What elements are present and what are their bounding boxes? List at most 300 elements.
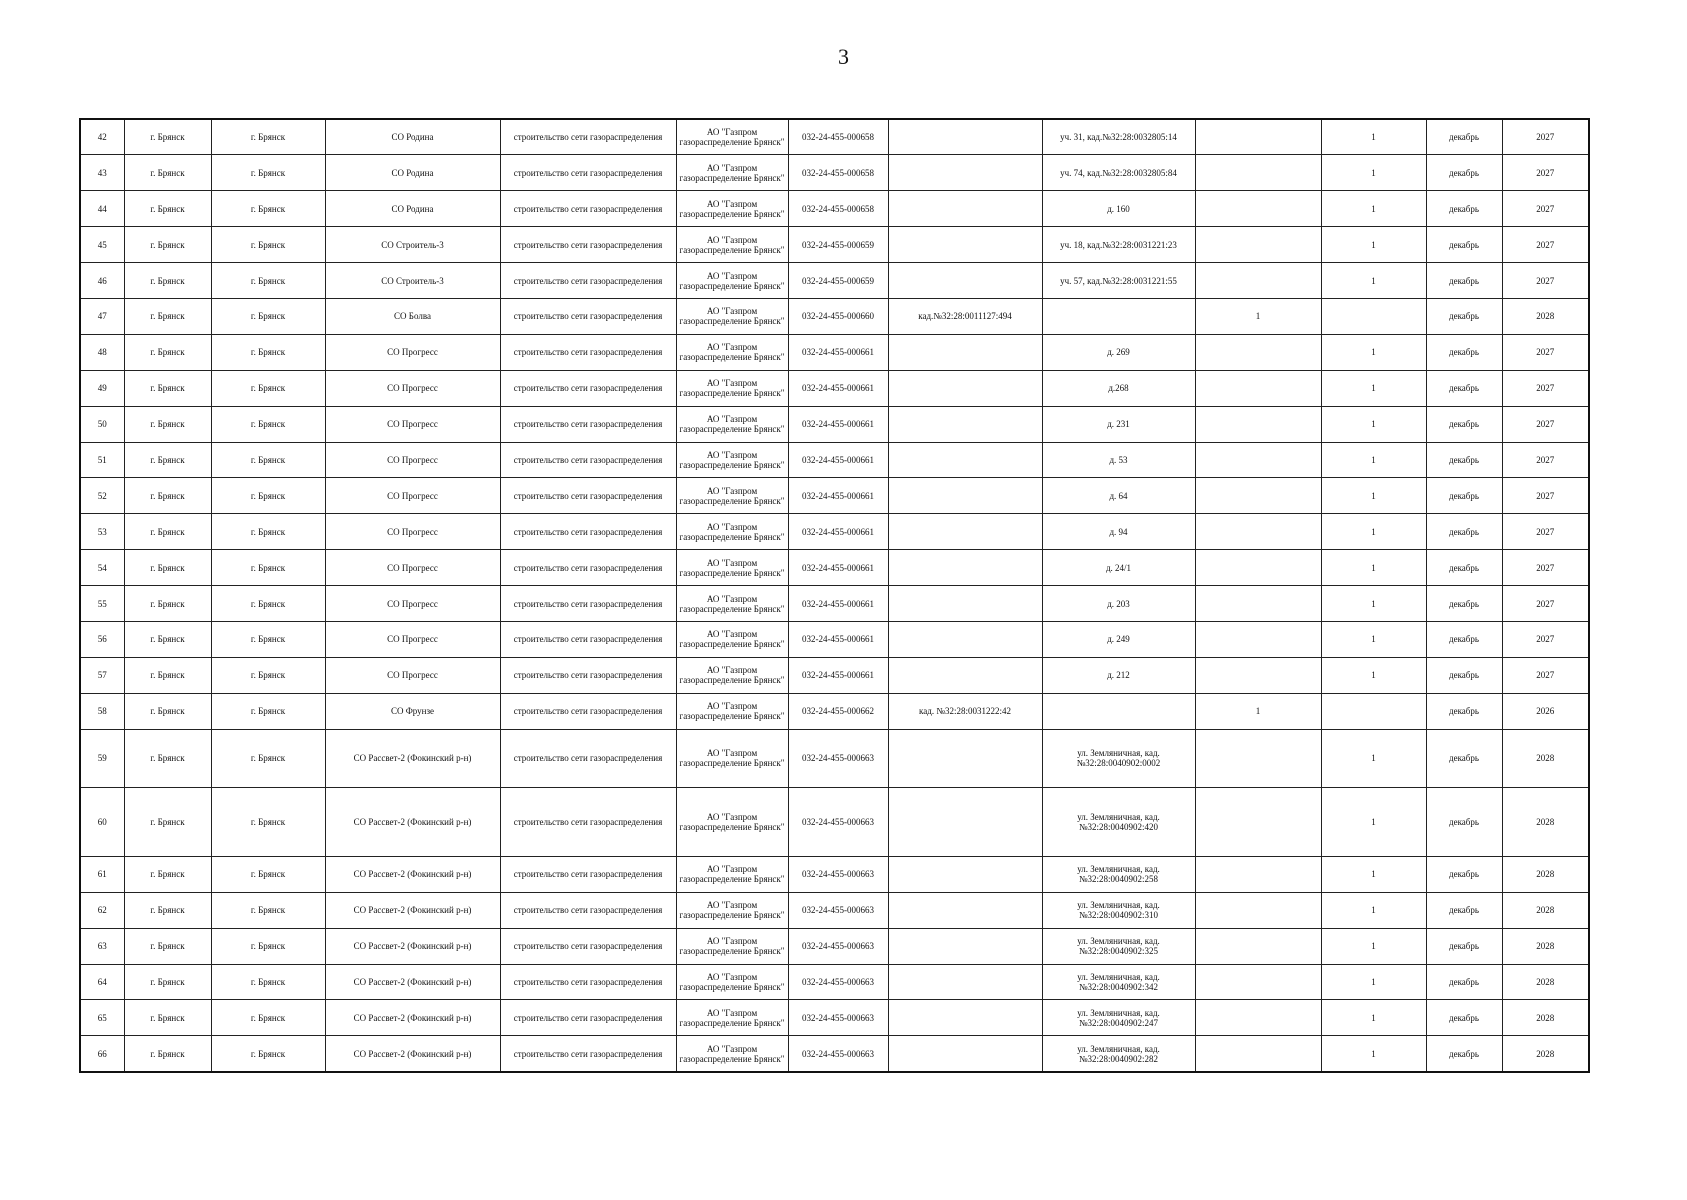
project-code-cell: 032-24-455-000663 bbox=[788, 1000, 888, 1036]
cadastral-cell bbox=[888, 657, 1042, 693]
cadastral-cell bbox=[888, 119, 1042, 155]
cadastral-cell bbox=[888, 406, 1042, 442]
object-name-cell: СО Родина bbox=[325, 119, 500, 155]
object-name-cell: СО Прогресс bbox=[325, 657, 500, 693]
month-cell: декабрь bbox=[1426, 586, 1502, 622]
object-name-cell: СО Прогресс bbox=[325, 370, 500, 406]
district-cell: г. Брянск bbox=[124, 788, 211, 857]
work-type-cell: строительство сети газораспределения bbox=[500, 1036, 676, 1072]
project-code-cell: 032-24-455-000659 bbox=[788, 263, 888, 299]
organization-cell: АО "Газпром газораспределение Брянск" bbox=[676, 892, 788, 928]
project-code-cell: 032-24-455-000663 bbox=[788, 892, 888, 928]
year-cell: 2028 bbox=[1502, 964, 1589, 1000]
cadastral-cell: кад. №32:28:0031222:42 bbox=[888, 693, 1042, 729]
locality-cell: г. Брянск bbox=[211, 514, 325, 550]
project-code-cell: 032-24-455-000661 bbox=[788, 621, 888, 657]
count-cell-a bbox=[1195, 964, 1321, 1000]
organization-cell: АО "Газпром газораспределение Брянск" bbox=[676, 119, 788, 155]
row-number: 49 bbox=[80, 370, 124, 406]
count-cell-b: 1 bbox=[1321, 478, 1426, 514]
year-cell: 2028 bbox=[1502, 298, 1589, 334]
year-cell: 2027 bbox=[1502, 406, 1589, 442]
month-cell: декабрь bbox=[1426, 856, 1502, 892]
district-cell: г. Брянск bbox=[124, 155, 211, 191]
object-name-cell: СО Родина bbox=[325, 155, 500, 191]
count-cell-a bbox=[1195, 892, 1321, 928]
year-cell: 2027 bbox=[1502, 586, 1589, 622]
work-type-cell: строительство сети газораспределения bbox=[500, 191, 676, 227]
table-row bbox=[80, 892, 1589, 928]
district-cell: г. Брянск bbox=[124, 657, 211, 693]
project-code-cell: 032-24-455-000663 bbox=[788, 856, 888, 892]
project-code-cell: 032-24-455-000661 bbox=[788, 370, 888, 406]
work-type-cell: строительство сети газораспределения bbox=[500, 621, 676, 657]
object-name-cell: СО Рассвет-2 (Фокинский р-н) bbox=[325, 788, 500, 857]
row-number: 58 bbox=[80, 693, 124, 729]
cadastral-cell bbox=[888, 964, 1042, 1000]
work-type-cell: строительство сети газораспределения bbox=[500, 892, 676, 928]
month-cell: декабрь bbox=[1426, 550, 1502, 586]
locality-cell: г. Брянск bbox=[211, 191, 325, 227]
count-cell-a bbox=[1195, 788, 1321, 857]
month-cell: декабрь bbox=[1426, 729, 1502, 787]
address-cell: уч. 74, кад.№32:28:0032805:84 bbox=[1042, 155, 1195, 191]
table-row bbox=[80, 964, 1589, 1000]
organization-cell: АО "Газпром газораспределение Брянск" bbox=[676, 621, 788, 657]
table-row bbox=[80, 370, 1589, 406]
organization-cell: АО "Газпром газораспределение Брянск" bbox=[676, 856, 788, 892]
count-cell-a bbox=[1195, 370, 1321, 406]
project-code-cell: 032-24-455-000663 bbox=[788, 788, 888, 857]
work-type-cell: строительство сети газораспределения bbox=[500, 263, 676, 299]
district-cell: г. Брянск bbox=[124, 263, 211, 299]
work-type-cell: строительство сети газораспределения bbox=[500, 964, 676, 1000]
count-cell-b: 1 bbox=[1321, 856, 1426, 892]
organization-cell: АО "Газпром газораспределение Брянск" bbox=[676, 1036, 788, 1072]
address-cell: д. 160 bbox=[1042, 191, 1195, 227]
year-cell: 2028 bbox=[1502, 856, 1589, 892]
table-row bbox=[80, 586, 1589, 622]
count-cell-a bbox=[1195, 586, 1321, 622]
count-cell-b: 1 bbox=[1321, 191, 1426, 227]
organization-cell: АО "Газпром газораспределение Брянск" bbox=[676, 406, 788, 442]
project-code-cell: 032-24-455-000661 bbox=[788, 550, 888, 586]
locality-cell: г. Брянск bbox=[211, 298, 325, 334]
year-cell: 2027 bbox=[1502, 227, 1589, 263]
row-number: 53 bbox=[80, 514, 124, 550]
row-number: 46 bbox=[80, 263, 124, 299]
table-row bbox=[80, 1000, 1589, 1036]
count-cell-a bbox=[1195, 1036, 1321, 1072]
locality-cell: г. Брянск bbox=[211, 892, 325, 928]
year-cell: 2027 bbox=[1502, 442, 1589, 478]
count-cell-a bbox=[1195, 406, 1321, 442]
project-code-cell: 032-24-455-000661 bbox=[788, 657, 888, 693]
count-cell-b: 1 bbox=[1321, 263, 1426, 299]
organization-cell: АО "Газпром газораспределение Брянск" bbox=[676, 657, 788, 693]
address-cell: уч. 57, кад.№32:28:0031221:55 bbox=[1042, 263, 1195, 299]
project-code-cell: 032-24-455-000661 bbox=[788, 442, 888, 478]
work-type-cell: строительство сети газораспределения bbox=[500, 406, 676, 442]
district-cell: г. Брянск bbox=[124, 298, 211, 334]
organization-cell: АО "Газпром газораспределение Брянск" bbox=[676, 298, 788, 334]
count-cell-a bbox=[1195, 155, 1321, 191]
cadastral-cell bbox=[888, 788, 1042, 857]
organization-cell: АО "Газпром газораспределение Брянск" bbox=[676, 263, 788, 299]
organization-cell: АО "Газпром газораспределение Брянск" bbox=[676, 478, 788, 514]
district-cell: г. Брянск bbox=[124, 442, 211, 478]
month-cell: декабрь bbox=[1426, 514, 1502, 550]
row-number: 61 bbox=[80, 856, 124, 892]
address-cell: д. 64 bbox=[1042, 478, 1195, 514]
district-cell: г. Брянск bbox=[124, 478, 211, 514]
object-name-cell: СО Рассвет-2 (Фокинский р-н) bbox=[325, 892, 500, 928]
table-row bbox=[80, 191, 1589, 227]
count-cell-a bbox=[1195, 1000, 1321, 1036]
locality-cell: г. Брянск bbox=[211, 621, 325, 657]
month-cell: декабрь bbox=[1426, 788, 1502, 857]
work-type-cell: строительство сети газораспределения bbox=[500, 657, 676, 693]
work-type-cell: строительство сети газораспределения bbox=[500, 550, 676, 586]
cadastral-cell bbox=[888, 442, 1042, 478]
organization-cell: АО "Газпром газораспределение Брянск" bbox=[676, 155, 788, 191]
locality-cell: г. Брянск bbox=[211, 1036, 325, 1072]
year-cell: 2027 bbox=[1502, 119, 1589, 155]
address-cell: д. 212 bbox=[1042, 657, 1195, 693]
object-name-cell: СО Рассвет-2 (Фокинский р-н) bbox=[325, 1000, 500, 1036]
project-code-cell: 032-24-455-000661 bbox=[788, 586, 888, 622]
year-cell: 2028 bbox=[1502, 928, 1589, 964]
count-cell-b: 1 bbox=[1321, 550, 1426, 586]
address-cell bbox=[1042, 693, 1195, 729]
cadastral-cell bbox=[888, 263, 1042, 299]
table-row bbox=[80, 729, 1589, 787]
month-cell: декабрь bbox=[1426, 928, 1502, 964]
count-cell-b: 1 bbox=[1321, 119, 1426, 155]
work-type-cell: строительство сети газораспределения bbox=[500, 788, 676, 857]
project-code-cell: 032-24-455-000661 bbox=[788, 334, 888, 370]
month-cell: декабрь bbox=[1426, 442, 1502, 478]
count-cell-a bbox=[1195, 621, 1321, 657]
address-cell: ул. Земляничная, кад. №32:28:0040902:420 bbox=[1042, 788, 1195, 857]
organization-cell: АО "Газпром газораспределение Брянск" bbox=[676, 442, 788, 478]
month-cell: декабрь bbox=[1426, 119, 1502, 155]
table-row bbox=[80, 788, 1589, 857]
locality-cell: г. Брянск bbox=[211, 788, 325, 857]
row-number: 50 bbox=[80, 406, 124, 442]
year-cell: 2028 bbox=[1502, 1036, 1589, 1072]
year-cell: 2027 bbox=[1502, 657, 1589, 693]
month-cell: декабрь bbox=[1426, 621, 1502, 657]
locality-cell: г. Брянск bbox=[211, 119, 325, 155]
object-name-cell: СО Рассвет-2 (Фокинский р-н) bbox=[325, 928, 500, 964]
district-cell: г. Брянск bbox=[124, 550, 211, 586]
year-cell: 2027 bbox=[1502, 550, 1589, 586]
year-cell: 2026 bbox=[1502, 693, 1589, 729]
table-row bbox=[80, 227, 1589, 263]
cadastral-cell bbox=[888, 1000, 1042, 1036]
month-cell: декабрь bbox=[1426, 478, 1502, 514]
count-cell-a bbox=[1195, 478, 1321, 514]
row-number: 47 bbox=[80, 298, 124, 334]
object-name-cell: СО Строитель-3 bbox=[325, 227, 500, 263]
cadastral-cell bbox=[888, 514, 1042, 550]
address-cell: д. 231 bbox=[1042, 406, 1195, 442]
table-row bbox=[80, 478, 1589, 514]
month-cell: декабрь bbox=[1426, 263, 1502, 299]
count-cell-b: 1 bbox=[1321, 442, 1426, 478]
address-cell: ул. Земляничная, кад. №32:28:0040902:247 bbox=[1042, 1000, 1195, 1036]
row-number: 52 bbox=[80, 478, 124, 514]
year-cell: 2027 bbox=[1502, 263, 1589, 299]
locality-cell: г. Брянск bbox=[211, 693, 325, 729]
month-cell: декабрь bbox=[1426, 227, 1502, 263]
project-code-cell: 032-24-455-000658 bbox=[788, 191, 888, 227]
count-cell-b: 1 bbox=[1321, 514, 1426, 550]
count-cell-a bbox=[1195, 657, 1321, 693]
year-cell: 2028 bbox=[1502, 788, 1589, 857]
row-number: 44 bbox=[80, 191, 124, 227]
project-code-cell: 032-24-455-000661 bbox=[788, 406, 888, 442]
address-cell: ул. Земляничная, кад. №32:28:0040902:310 bbox=[1042, 892, 1195, 928]
organization-cell: АО "Газпром газораспределение Брянск" bbox=[676, 334, 788, 370]
cadastral-cell bbox=[888, 227, 1042, 263]
locality-cell: г. Брянск bbox=[211, 478, 325, 514]
count-cell-a bbox=[1195, 334, 1321, 370]
organization-cell: АО "Газпром газораспределение Брянск" bbox=[676, 928, 788, 964]
count-cell-b: 1 bbox=[1321, 586, 1426, 622]
organization-cell: АО "Газпром газораспределение Брянск" bbox=[676, 191, 788, 227]
count-cell-a bbox=[1195, 928, 1321, 964]
cadastral-cell bbox=[888, 191, 1042, 227]
work-type-cell: строительство сети газораспределения bbox=[500, 1000, 676, 1036]
project-code-cell: 032-24-455-000663 bbox=[788, 1036, 888, 1072]
table-row bbox=[80, 856, 1589, 892]
work-type-cell: строительство сети газораспределения bbox=[500, 928, 676, 964]
project-code-cell: 032-24-455-000662 bbox=[788, 693, 888, 729]
work-type-cell: строительство сети газораспределения bbox=[500, 586, 676, 622]
district-cell: г. Брянск bbox=[124, 191, 211, 227]
count-cell-b: 1 bbox=[1321, 788, 1426, 857]
organization-cell: АО "Газпром газораспределение Брянск" bbox=[676, 693, 788, 729]
month-cell: декабрь bbox=[1426, 1000, 1502, 1036]
address-cell: ул. Земляничная, кад. №32:28:0040902:282 bbox=[1042, 1036, 1195, 1072]
count-cell-b: 1 bbox=[1321, 155, 1426, 191]
work-type-cell: строительство сети газораспределения bbox=[500, 856, 676, 892]
cadastral-cell bbox=[888, 892, 1042, 928]
work-type-cell: строительство сети газораспределения bbox=[500, 227, 676, 263]
organization-cell: АО "Газпром газораспределение Брянск" bbox=[676, 550, 788, 586]
address-cell: ул. Земляничная, кад. №32:28:0040902:258 bbox=[1042, 856, 1195, 892]
row-number: 65 bbox=[80, 1000, 124, 1036]
row-number: 54 bbox=[80, 550, 124, 586]
table-row bbox=[80, 442, 1589, 478]
address-cell: д.268 bbox=[1042, 370, 1195, 406]
cadastral-cell bbox=[888, 370, 1042, 406]
count-cell-b: 1 bbox=[1321, 729, 1426, 787]
project-code-cell: 032-24-455-000661 bbox=[788, 478, 888, 514]
row-number: 56 bbox=[80, 621, 124, 657]
month-cell: декабрь bbox=[1426, 657, 1502, 693]
cadastral-cell: кад.№32:28:0011127:494 bbox=[888, 298, 1042, 334]
work-type-cell: строительство сети газораспределения bbox=[500, 119, 676, 155]
count-cell-a bbox=[1195, 263, 1321, 299]
district-cell: г. Брянск bbox=[124, 964, 211, 1000]
district-cell: г. Брянск bbox=[124, 693, 211, 729]
cadastral-cell bbox=[888, 550, 1042, 586]
work-type-cell: строительство сети газораспределения bbox=[500, 442, 676, 478]
count-cell-a: 1 bbox=[1195, 298, 1321, 334]
year-cell: 2028 bbox=[1502, 729, 1589, 787]
month-cell: декабрь bbox=[1426, 406, 1502, 442]
year-cell: 2028 bbox=[1502, 892, 1589, 928]
project-code-cell: 032-24-455-000661 bbox=[788, 514, 888, 550]
table-row bbox=[80, 657, 1589, 693]
month-cell: декабрь bbox=[1426, 1036, 1502, 1072]
count-cell-b bbox=[1321, 298, 1426, 334]
month-cell: декабрь bbox=[1426, 892, 1502, 928]
gas-network-register-table bbox=[79, 118, 1590, 1073]
cadastral-cell bbox=[888, 155, 1042, 191]
organization-cell: АО "Газпром газораспределение Брянск" bbox=[676, 586, 788, 622]
count-cell-b: 1 bbox=[1321, 1000, 1426, 1036]
locality-cell: г. Брянск bbox=[211, 657, 325, 693]
project-code-cell: 032-24-455-000658 bbox=[788, 119, 888, 155]
locality-cell: г. Брянск bbox=[211, 334, 325, 370]
cadastral-cell bbox=[888, 928, 1042, 964]
row-number: 42 bbox=[80, 119, 124, 155]
row-number: 45 bbox=[80, 227, 124, 263]
table-row bbox=[80, 334, 1589, 370]
table-row bbox=[80, 550, 1589, 586]
object-name-cell: СО Родина bbox=[325, 191, 500, 227]
row-number: 43 bbox=[80, 155, 124, 191]
locality-cell: г. Брянск bbox=[211, 856, 325, 892]
cadastral-cell bbox=[888, 478, 1042, 514]
table-row bbox=[80, 514, 1589, 550]
count-cell-b: 1 bbox=[1321, 621, 1426, 657]
locality-cell: г. Брянск bbox=[211, 729, 325, 787]
locality-cell: г. Брянск bbox=[211, 442, 325, 478]
address-cell: ул. Земляничная, кад. №32:28:0040902:0002 bbox=[1042, 729, 1195, 787]
address-cell: д. 249 bbox=[1042, 621, 1195, 657]
object-name-cell: СО Прогресс bbox=[325, 334, 500, 370]
object-name-cell: СО Строитель-3 bbox=[325, 263, 500, 299]
object-name-cell: СО Рассвет-2 (Фокинский р-н) bbox=[325, 856, 500, 892]
locality-cell: г. Брянск bbox=[211, 928, 325, 964]
month-cell: декабрь bbox=[1426, 370, 1502, 406]
year-cell: 2027 bbox=[1502, 370, 1589, 406]
project-code-cell: 032-24-455-000659 bbox=[788, 227, 888, 263]
table-row bbox=[80, 1036, 1589, 1072]
count-cell-a bbox=[1195, 119, 1321, 155]
address-cell: д. 94 bbox=[1042, 514, 1195, 550]
row-number: 66 bbox=[80, 1036, 124, 1072]
object-name-cell: СО Прогресс bbox=[325, 478, 500, 514]
organization-cell: АО "Газпром газораспределение Брянск" bbox=[676, 370, 788, 406]
district-cell: г. Брянск bbox=[124, 586, 211, 622]
month-cell: декабрь bbox=[1426, 298, 1502, 334]
district-cell: г. Брянск bbox=[124, 406, 211, 442]
table-row bbox=[80, 298, 1589, 334]
count-cell-a bbox=[1195, 729, 1321, 787]
district-cell: г. Брянск bbox=[124, 334, 211, 370]
locality-cell: г. Брянск bbox=[211, 227, 325, 263]
work-type-cell: строительство сети газораспределения bbox=[500, 334, 676, 370]
table-row bbox=[80, 621, 1589, 657]
table-row bbox=[80, 693, 1589, 729]
month-cell: декабрь bbox=[1426, 191, 1502, 227]
organization-cell: АО "Газпром газораспределение Брянск" bbox=[676, 729, 788, 787]
year-cell: 2027 bbox=[1502, 155, 1589, 191]
project-code-cell: 032-24-455-000663 bbox=[788, 729, 888, 787]
organization-cell: АО "Газпром газораспределение Брянск" bbox=[676, 514, 788, 550]
count-cell-a bbox=[1195, 227, 1321, 263]
count-cell-b: 1 bbox=[1321, 657, 1426, 693]
cadastral-cell bbox=[888, 1036, 1042, 1072]
locality-cell: г. Брянск bbox=[211, 1000, 325, 1036]
count-cell-a: 1 bbox=[1195, 693, 1321, 729]
table-row bbox=[80, 155, 1589, 191]
district-cell: г. Брянск bbox=[124, 119, 211, 155]
row-number: 48 bbox=[80, 334, 124, 370]
organization-cell: АО "Газпром газораспределение Брянск" bbox=[676, 1000, 788, 1036]
object-name-cell: СО Рассвет-2 (Фокинский р-н) bbox=[325, 964, 500, 1000]
row-number: 57 bbox=[80, 657, 124, 693]
month-cell: декабрь bbox=[1426, 964, 1502, 1000]
row-number: 55 bbox=[80, 586, 124, 622]
project-code-cell: 032-24-455-000658 bbox=[788, 155, 888, 191]
address-cell: уч. 31, кад.№32:28:0032805:14 bbox=[1042, 119, 1195, 155]
table-row bbox=[80, 119, 1589, 155]
count-cell-b: 1 bbox=[1321, 1036, 1426, 1072]
work-type-cell: строительство сети газораспределения bbox=[500, 514, 676, 550]
project-code-cell: 032-24-455-000660 bbox=[788, 298, 888, 334]
table-row bbox=[80, 928, 1589, 964]
locality-cell: г. Брянск bbox=[211, 370, 325, 406]
count-cell-b: 1 bbox=[1321, 964, 1426, 1000]
district-cell: г. Брянск bbox=[124, 729, 211, 787]
locality-cell: г. Брянск bbox=[211, 406, 325, 442]
project-code-cell: 032-24-455-000663 bbox=[788, 928, 888, 964]
object-name-cell: СО Болва bbox=[325, 298, 500, 334]
organization-cell: АО "Газпром газораспределение Брянск" bbox=[676, 227, 788, 263]
count-cell-a bbox=[1195, 550, 1321, 586]
row-number: 59 bbox=[80, 729, 124, 787]
object-name-cell: СО Рассвет-2 (Фокинский р-н) bbox=[325, 729, 500, 787]
count-cell-b: 1 bbox=[1321, 892, 1426, 928]
row-number: 51 bbox=[80, 442, 124, 478]
table-row bbox=[80, 406, 1589, 442]
row-number: 63 bbox=[80, 928, 124, 964]
count-cell-b: 1 bbox=[1321, 406, 1426, 442]
cadastral-cell bbox=[888, 621, 1042, 657]
row-number: 62 bbox=[80, 892, 124, 928]
cadastral-cell bbox=[888, 586, 1042, 622]
count-cell-a bbox=[1195, 191, 1321, 227]
object-name-cell: СО Фрунзе bbox=[325, 693, 500, 729]
table-row bbox=[80, 263, 1589, 299]
row-number: 64 bbox=[80, 964, 124, 1000]
organization-cell: АО "Газпром газораспределение Брянск" bbox=[676, 788, 788, 857]
object-name-cell: СО Рассвет-2 (Фокинский р-н) bbox=[325, 1036, 500, 1072]
locality-cell: г. Брянск bbox=[211, 550, 325, 586]
count-cell-b: 1 bbox=[1321, 928, 1426, 964]
month-cell: декабрь bbox=[1426, 693, 1502, 729]
page-number: 3 bbox=[838, 44, 849, 69]
work-type-cell: строительство сети газораспределения bbox=[500, 478, 676, 514]
year-cell: 2027 bbox=[1502, 514, 1589, 550]
